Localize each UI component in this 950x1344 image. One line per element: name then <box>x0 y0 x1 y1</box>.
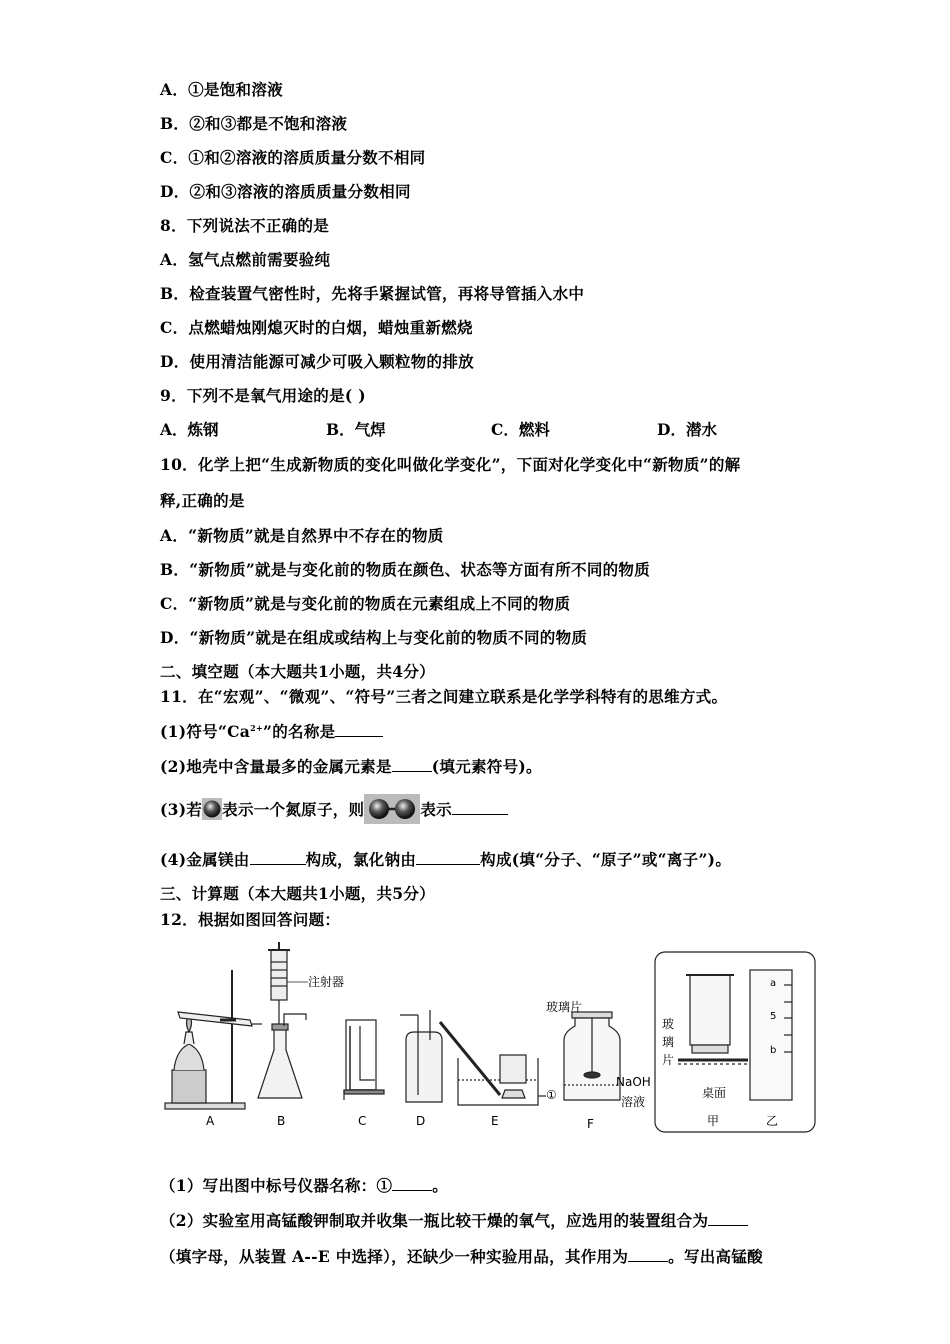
q10-stem-line1: 10．化学上把“生成新物质的变化叫做化学变化”，下面对化学变化中“新物质”的解 <box>160 455 741 474</box>
q11-part2 <box>160 755 542 777</box>
q10-option-d: D．“新物质”就是在组成或结构上与变化前的物质不同的物质 <box>160 628 588 647</box>
label-desktop: 桌面 <box>702 1086 727 1100</box>
label-scale-5: 5 <box>770 1011 777 1022</box>
q9-option-c: C．燃料 <box>491 420 550 439</box>
q11-p1-post: ”的名称是 <box>263 722 336 741</box>
q9-stem: 9．下列不是氧气用途的是( ) <box>160 386 366 405</box>
section3-heading: 三、计算题（本大题共1小题，共5分） <box>160 884 435 903</box>
q12-p2b-post: 。写出高锰酸 <box>668 1247 763 1266</box>
apparatus-c-diagram <box>344 1020 384 1100</box>
q11-p3-mid: 表示一个氮原子，则 <box>222 800 365 819</box>
q11-stem: 11．在“宏观”、“微观”、“符号”三者之间建立联系是化学学科特有的思维方式。 <box>160 687 728 706</box>
label-jia: 甲 <box>707 1114 720 1128</box>
q7-option-c: C．①和②溶液的溶质质量分数不相同 <box>160 148 426 167</box>
apparatus-jia-yi-panel <box>655 952 815 1132</box>
q10-option-c: C．“新物质”就是与变化前的物质在元素组成上不同的物质 <box>160 594 571 613</box>
answer-blank <box>708 1211 748 1226</box>
answer-blank <box>392 757 432 772</box>
apparatus-d-diagram <box>400 1010 442 1102</box>
label-c: C <box>358 1114 367 1128</box>
q10-stem-line2: 释,正确的是 <box>160 491 245 510</box>
q8-option-c: C．点燃蜡烛刚熄灭时的白烟，蜡烛重新燃烧 <box>160 318 473 337</box>
q7-option-d: D．②和③溶液的溶质质量分数相同 <box>160 182 411 201</box>
label-naoh: NaOH <box>616 1075 651 1089</box>
label-glass-vertical-1: 玻 <box>662 1017 675 1031</box>
label-f: F <box>587 1117 594 1131</box>
q12-part2 <box>160 1209 748 1231</box>
label-marker-1: ① <box>546 1088 557 1102</box>
label-syringe: 注射器 <box>308 975 345 989</box>
apparatus-e-diagram <box>440 1022 546 1105</box>
q12-part1 <box>160 1174 448 1196</box>
answer-blank <box>452 800 508 815</box>
q9-option-a: A．炼钢 <box>160 420 219 439</box>
apparatus-b-diagram <box>258 942 308 1098</box>
answer-blank <box>250 850 306 865</box>
apparatus-figure <box>160 940 820 1140</box>
q11-part3 <box>160 794 508 828</box>
q7-option-a: A．①是饱和溶液 <box>160 80 283 99</box>
q8-option-a: A．氢气点燃前需要验纯 <box>160 250 331 269</box>
q9-option-d: D．潜水 <box>657 420 717 439</box>
q11-p4-a: (4)金属镁由 <box>160 850 250 869</box>
answer-blank <box>416 850 480 865</box>
answer-blank <box>392 1176 432 1191</box>
label-glass-sheet: 玻璃片 <box>546 1000 583 1014</box>
nitrogen-molecule-icon <box>364 794 420 828</box>
label-b: B <box>277 1114 286 1128</box>
q11-p1-pre: (1)符号“Ca <box>160 722 251 741</box>
q11-p2-pre: (2)地壳中含量最多的金属元素是 <box>160 757 392 776</box>
q11-part4 <box>160 848 731 870</box>
q10-option-a: A．“新物质”就是自然界中不存在的物质 <box>160 526 444 545</box>
q10-option-b: B．“新物质”就是与变化前的物质在颜色、状态等方面有所不同的物质 <box>160 560 651 579</box>
label-e: E <box>491 1114 499 1128</box>
q12-p2-pre: （2）实验室用高锰酸钾制取并收集一瓶比较干燥的氧气，应选用的装置组合为 <box>160 1211 709 1230</box>
label-a: A <box>206 1114 215 1128</box>
apparatus-a-diagram <box>165 970 262 1109</box>
label-glass-vertical-3: 片 <box>662 1053 675 1067</box>
answer-blank <box>628 1247 668 1262</box>
q8-stem: 8．下列说法不正确的是 <box>160 216 330 235</box>
q11-p1-superscript: 2+ <box>250 722 264 733</box>
label-solution: 溶液 <box>621 1095 646 1109</box>
section2-heading: 二、填空题（本大题共1小题，共4分） <box>160 662 435 681</box>
label-scale-b: b <box>770 1045 777 1056</box>
q11-p3-pre: (3)若 <box>160 800 203 819</box>
q12-p2b-pre: （填字母，从装置 A--E 中选择），还缺少一种实验用品，其作用为 <box>160 1247 629 1266</box>
q12-part2-cont <box>160 1245 763 1267</box>
label-d: D <box>416 1114 426 1128</box>
label-scale-a: a <box>770 978 777 989</box>
label-glass-vertical-2: 璃 <box>662 1035 675 1049</box>
q12-stem: 12．根据如图回答问题： <box>160 910 341 929</box>
label-yi: 乙 <box>766 1114 779 1128</box>
q8-option-b: B．检查装置气密性时，先将手紧握试管，再将导管插入水中 <box>160 284 585 303</box>
q11-p2-post: (填元素符号)。 <box>431 757 542 776</box>
q11-p4-b: 构成，氯化钠由 <box>305 850 417 869</box>
q12-p1-post: 。 <box>432 1176 449 1195</box>
q11-part1 <box>160 720 383 742</box>
q9-option-b: B．气焊 <box>326 420 386 439</box>
q11-p3-post: 表示 <box>420 800 452 819</box>
q8-option-d: D．使用清洁能源可减少可吸入颗粒物的排放 <box>160 352 474 371</box>
apparatus-f-diagram <box>564 1012 620 1100</box>
q11-p4-c: 构成(填“分子、“原子”或“离子”)。 <box>480 850 732 869</box>
nitrogen-atom-icon <box>202 798 222 824</box>
q12-p1-pre: （1）写出图中标号仪器名称：① <box>160 1176 393 1195</box>
answer-blank <box>335 722 383 737</box>
q7-option-b: B．②和③都是不饱和溶液 <box>160 114 348 133</box>
